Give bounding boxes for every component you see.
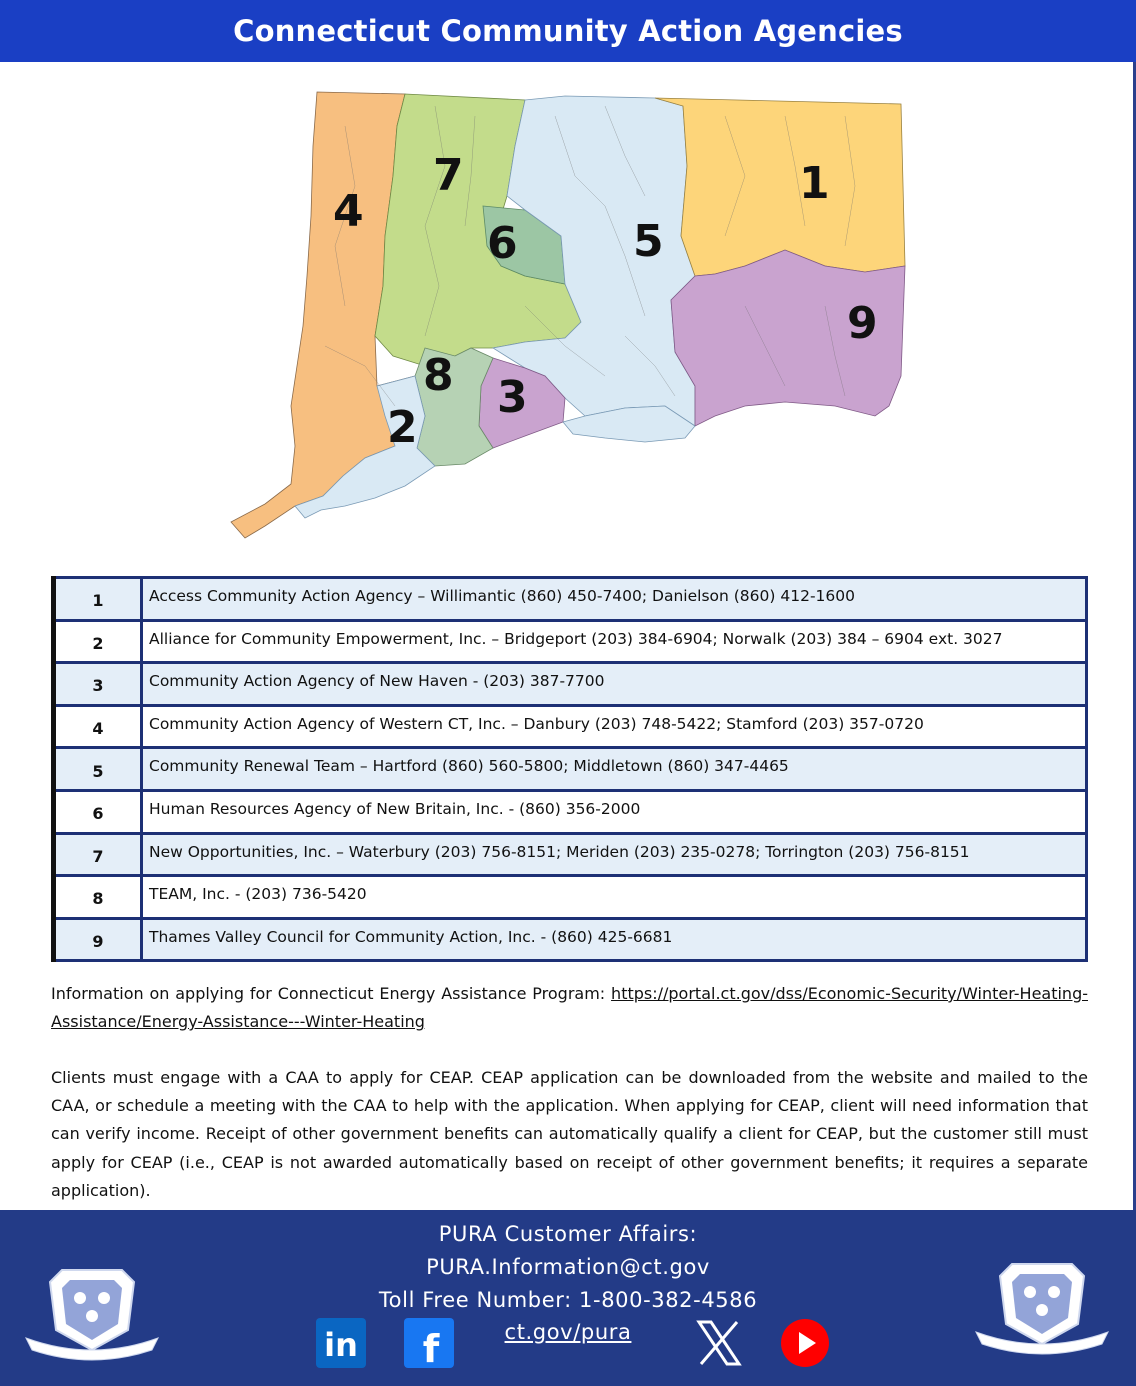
agency-row	[54, 790, 1087, 833]
agencies-table	[51, 576, 1088, 962]
linkedin-icon[interactable]	[316, 1318, 366, 1368]
map-label-2: 2	[387, 402, 418, 453]
agency-description: Alliance for Community Empowerment, Inc. – Bridgeport (203) 384-6904; Norwalk (203) 384 – 6904 ext. 3027	[142, 620, 1087, 663]
map-label-6: 6	[487, 218, 518, 269]
linkedin-icon-label: in	[324, 1326, 358, 1364]
agency-row	[54, 663, 1087, 706]
agency-description: Community Action Agency of New Haven - (203) 387-7700	[142, 663, 1087, 706]
agency-description: TEAM, Inc. - (203) 736-5420	[142, 876, 1087, 919]
footer-website-link[interactable]: ct.gov/pura	[504, 1320, 632, 1344]
page-header	[0, 0, 1136, 62]
facebook-icon[interactable]	[404, 1318, 454, 1368]
agency-description: Human Resources Agency of New Britain, Inc. - (860) 356-2000	[142, 790, 1087, 833]
agency-number: 5	[54, 748, 142, 791]
agency-number: 8	[54, 876, 142, 919]
map-label-5: 5	[633, 216, 664, 267]
agency-row	[54, 918, 1087, 961]
map-region-1	[655, 98, 905, 276]
agency-description: Community Action Agency of Western CT, Inc. – Danbury (203) 748-5422; Stamford (203) 357-0720	[142, 705, 1087, 748]
footer-org: PURA Customer Affairs:	[438, 1222, 698, 1246]
map-svg	[225, 86, 915, 566]
agency-number: 7	[54, 833, 142, 876]
agency-row	[54, 876, 1087, 919]
map-label-1: 1	[799, 158, 830, 209]
page-title: Connecticut Community Action Agencies	[233, 14, 903, 48]
agency-number: 2	[54, 620, 142, 663]
agency-number: 3	[54, 663, 142, 706]
agency-row	[54, 833, 1087, 876]
agency-row	[54, 705, 1087, 748]
map-label-9: 9	[847, 298, 878, 349]
agency-description: New Opportunities, Inc. – Waterbury (203) 756-8151; Meriden (203) 235-0278; Torrington (203) 756-8151	[142, 833, 1087, 876]
agency-row	[54, 620, 1087, 663]
youtube-icon[interactable]	[780, 1318, 830, 1368]
connecticut-region-map	[225, 86, 915, 566]
ceap-info-lead: Information on applying for Connecticut Energy Assistance Program:	[51, 984, 612, 1003]
map-label-3: 3	[497, 372, 528, 423]
agency-description: Community Renewal Team – Hartford (860) 560-5800; Middletown (860) 347-4465	[142, 748, 1087, 791]
agency-number: 6	[54, 790, 142, 833]
state-seal-right-icon	[972, 1258, 1112, 1368]
agency-row	[54, 748, 1087, 791]
page-footer	[0, 1210, 1136, 1386]
agency-number: 4	[54, 705, 142, 748]
footer-email[interactable]: PURA.Information@ct.gov	[426, 1255, 710, 1279]
map-label-7: 7	[433, 150, 464, 201]
footer-phone: Toll Free Number: 1-800-382-4586	[378, 1288, 758, 1312]
ceap-info-link[interactable]: https://portal.ct.gov/dss/Economic-Security/Winter-Heating-Assistance/Energy-Assistance---Winter-Heating	[51, 984, 1088, 1031]
map-label-4: 4	[333, 186, 364, 237]
x-icon[interactable]	[696, 1318, 742, 1368]
agency-number: 9	[54, 918, 142, 961]
agency-number: 1	[54, 578, 142, 621]
agency-row	[54, 578, 1087, 621]
facebook-icon-label: f	[422, 1327, 440, 1368]
ceap-info	[51, 980, 1088, 1036]
agency-description: Thames Valley Council for Community Action, Inc. - (860) 425-6681	[142, 918, 1087, 961]
map-label-8: 8	[423, 350, 454, 401]
footer-website-wrap	[0, 1320, 1136, 1344]
ceap-paragraph: Clients must engage with a CAA to apply for CEAP. CEAP application can be downloaded from the website and mailed to the CAA, or schedule a meeting with the CAA to help with the application. When applying for CEAP, client will need information that can verify income. Receipt of other government benefits can automatically qualify a client for CEAP, but the customer still must apply for CEAP (i.e., CEAP is not awarded automatically based on receipt of other government benefits; it requires a separate application).	[51, 1068, 1088, 1200]
agency-description: Access Community Action Agency – Willimantic (860) 450-7400; Danielson (860) 412-1600	[142, 578, 1087, 621]
agencies-table-body	[54, 578, 1087, 961]
state-seal-left-icon	[22, 1258, 162, 1368]
